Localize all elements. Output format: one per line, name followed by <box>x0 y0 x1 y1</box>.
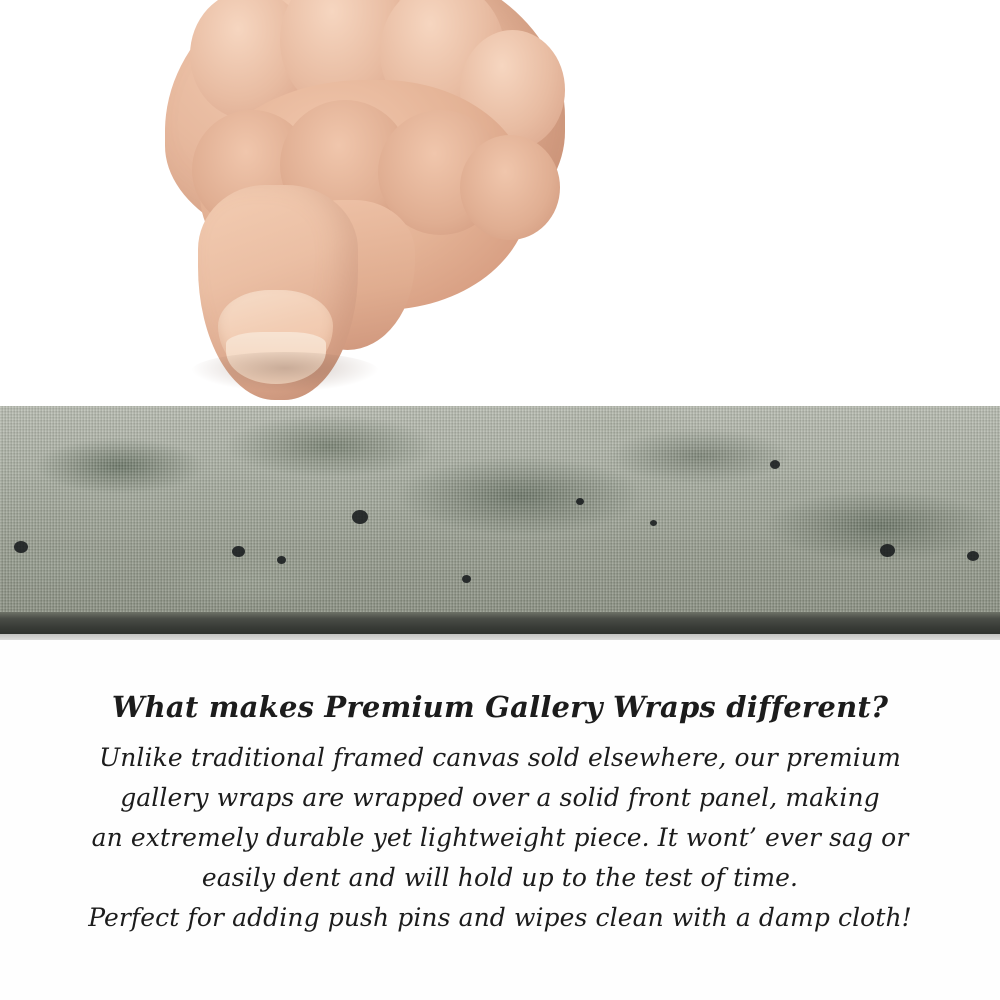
caption-line-1: Unlike traditional framed canvas sold elsewhere, our premium <box>99 743 901 772</box>
canvas-speck <box>277 556 286 564</box>
caption-headline: What makes Premium Gallery Wraps different? <box>111 690 889 724</box>
canvas-speck <box>14 541 28 553</box>
caption-line-5: Perfect for adding push pins and wipes clean with a damp cloth! <box>88 903 912 932</box>
canvas-print-surface <box>0 406 1000 618</box>
canvas-speck <box>352 510 368 524</box>
canvas-speck <box>462 575 471 583</box>
canvas-speck <box>650 520 657 526</box>
canvas-wrap-edge <box>0 612 1000 634</box>
canvas-speck <box>576 498 584 505</box>
caption-line-4: easily dent and will hold up to the test of time. <box>201 863 799 892</box>
canvas-speck <box>232 546 245 557</box>
caption-line-2: gallery wraps are wrapped over a solid front panel, making <box>120 783 880 812</box>
caption-line-3: an extremely durable yet lightweight piece. It wont’ ever sag or <box>91 823 909 852</box>
hand-icon <box>130 0 590 430</box>
finger-contact-shadow <box>190 352 380 392</box>
canvas-speck <box>880 544 895 557</box>
canvas-speck <box>967 551 979 561</box>
canvas-speck <box>770 460 780 469</box>
canvas-drop-shadow <box>0 634 1000 640</box>
caption-block <box>0 690 1000 938</box>
finger-fold-4 <box>460 135 560 240</box>
